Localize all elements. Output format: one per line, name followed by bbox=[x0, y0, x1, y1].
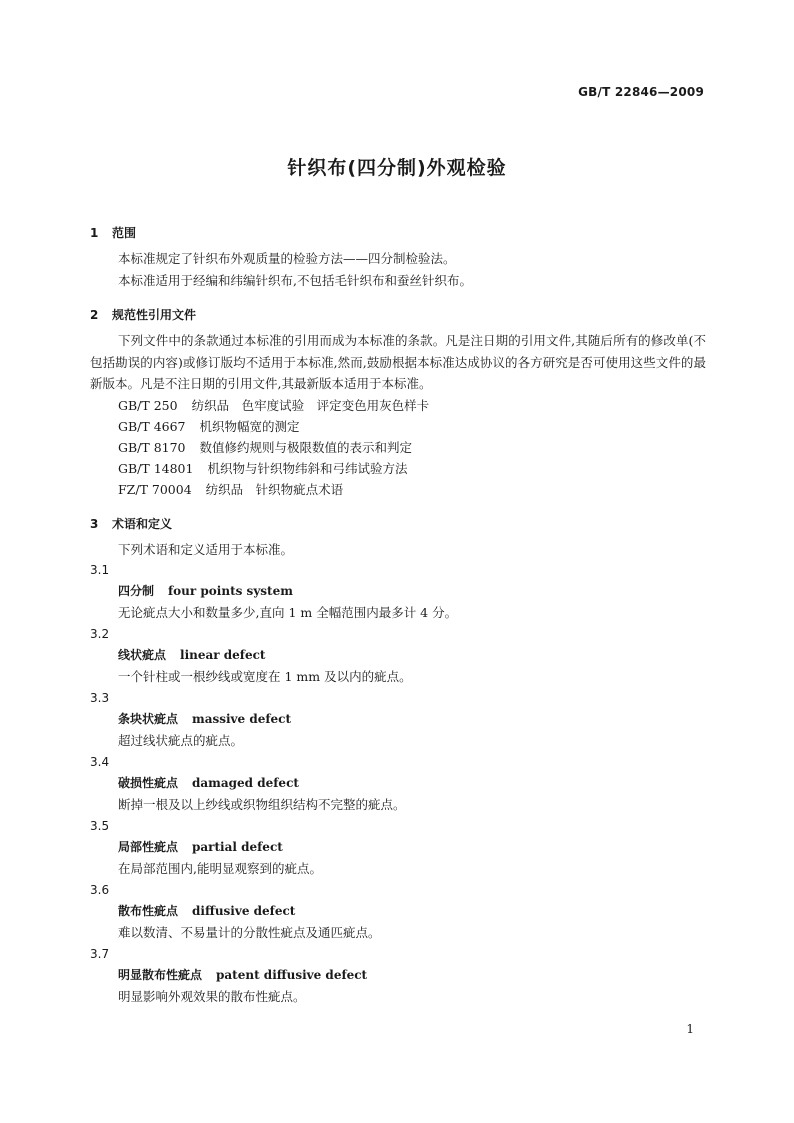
term-name bbox=[90, 773, 706, 794]
references-intro: 下列文件中的条款通过本标准的引用而成为本标准的条款。凡是注日期的引用文件,其随后所有的修改单(不包括勘误的内容)或修订版均不适用于本标准,然而,鼓励根据本标准达成协议的各方研究是否可使用这些文件的最新版本。凡是不注日期的引用文件,其最新版本适用于本标准。 bbox=[90, 333, 706, 391]
reference-code: GB/T 4667 bbox=[118, 418, 186, 434]
reference-item bbox=[90, 395, 706, 416]
document-title: 针织布(四分制)外观检验 bbox=[287, 157, 507, 179]
reference-code: FZ/T 70004 bbox=[118, 481, 192, 497]
reference-code: GB/T 14801 bbox=[118, 460, 194, 476]
term-definition: 在局部范围内,能明显观察到的疵点。 bbox=[118, 861, 322, 876]
term-number: 3.7 bbox=[90, 947, 110, 961]
section-title: 术语和定义 bbox=[112, 516, 173, 531]
reference-code: GB/T 8170 bbox=[118, 439, 186, 455]
scope-paragraph: 本标准规定了针织布外观质量的检验方法——四分制检验法。 bbox=[118, 251, 456, 266]
term-number: 3.6 bbox=[90, 883, 110, 897]
term-name-en: patent diffusive defect bbox=[216, 968, 368, 982]
page-number: 1 bbox=[686, 1022, 694, 1036]
term-number: 3.2 bbox=[90, 627, 110, 641]
section-heading-scope bbox=[90, 223, 706, 244]
reference-title: 机织物幅宽的测定 bbox=[199, 418, 300, 434]
scope-paragraph: 本标准适用于经编和纬编针织布,不包括毛针织布和蚕丝针织布。 bbox=[118, 272, 472, 288]
document-body bbox=[90, 223, 706, 1008]
term-name-en: linear defect bbox=[180, 648, 266, 662]
term-definition: 断掉一根及以上纱线或织物组织结构不完整的疵点。 bbox=[118, 797, 406, 812]
section-number: 1 bbox=[90, 226, 99, 240]
term-name-en: damaged defect bbox=[192, 776, 299, 790]
term-definition: 超过线状疵点的疵点。 bbox=[118, 733, 244, 748]
section-title: 范围 bbox=[112, 226, 137, 240]
section-title: 规范性引用文件 bbox=[112, 308, 197, 322]
term-name-cn: 破损性疵点 bbox=[118, 776, 179, 790]
term-name-cn: 散布性疵点 bbox=[118, 904, 179, 918]
term-name-cn: 条块状疵点 bbox=[118, 712, 179, 726]
term-name bbox=[90, 901, 706, 922]
standard-code: GB/T 22846—2009 bbox=[578, 85, 704, 99]
reference-code: GB/T 250 bbox=[118, 397, 178, 413]
reference-title: 纺织品 针织物疵点术语 bbox=[205, 481, 344, 497]
term-name-en: diffusive defect bbox=[192, 904, 296, 918]
reference-item bbox=[90, 437, 706, 458]
term-name-en: massive defect bbox=[192, 712, 292, 726]
terms-intro: 下列术语和定义适用于本标准。 bbox=[118, 541, 294, 557]
term-name-cn: 线状疵点 bbox=[118, 648, 167, 662]
term-definition: 难以数清、不易量计的分散性疵点及通匹疵点。 bbox=[118, 925, 381, 940]
term-name-en: partial defect bbox=[192, 840, 283, 854]
reference-title: 纺织品 色牢度试验 评定变色用灰色样卡 bbox=[191, 397, 430, 413]
term-name bbox=[90, 837, 706, 858]
term-definition: 无论疵点大小和数量多少,直向 1 m 全幅范围内最多计 4 分。 bbox=[118, 605, 458, 620]
term-name bbox=[90, 965, 706, 986]
reference-item bbox=[90, 458, 706, 479]
reference-title: 机织物与针织物纬斜和弓纬试验方法 bbox=[207, 460, 408, 476]
term-name-cn: 四分制 bbox=[118, 584, 155, 598]
section-number: 2 bbox=[90, 308, 99, 322]
section-heading-references bbox=[90, 305, 706, 326]
term-name-en: four points system bbox=[168, 584, 293, 598]
term-name bbox=[90, 645, 706, 666]
term-name-cn: 明显散布性疵点 bbox=[118, 968, 203, 982]
term-number: 3.1 bbox=[90, 563, 110, 577]
term-name bbox=[90, 581, 706, 602]
term-number: 3.3 bbox=[90, 691, 110, 705]
term-number: 3.5 bbox=[90, 819, 110, 833]
term-number: 3.4 bbox=[90, 755, 110, 769]
term-definition: 一个针柱或一根纱线或宽度在 1 mm 及以内的疵点。 bbox=[118, 669, 412, 684]
section-heading-terms bbox=[90, 514, 706, 535]
term-name bbox=[90, 709, 706, 730]
section-number: 3 bbox=[90, 516, 99, 531]
reference-item bbox=[90, 416, 706, 437]
reference-title: 数值修约规则与极限数值的表示和判定 bbox=[199, 439, 413, 455]
reference-item bbox=[90, 479, 706, 500]
term-name-cn: 局部性疵点 bbox=[118, 840, 179, 854]
term-definition: 明显影响外观效果的散布性疵点。 bbox=[118, 989, 306, 1004]
